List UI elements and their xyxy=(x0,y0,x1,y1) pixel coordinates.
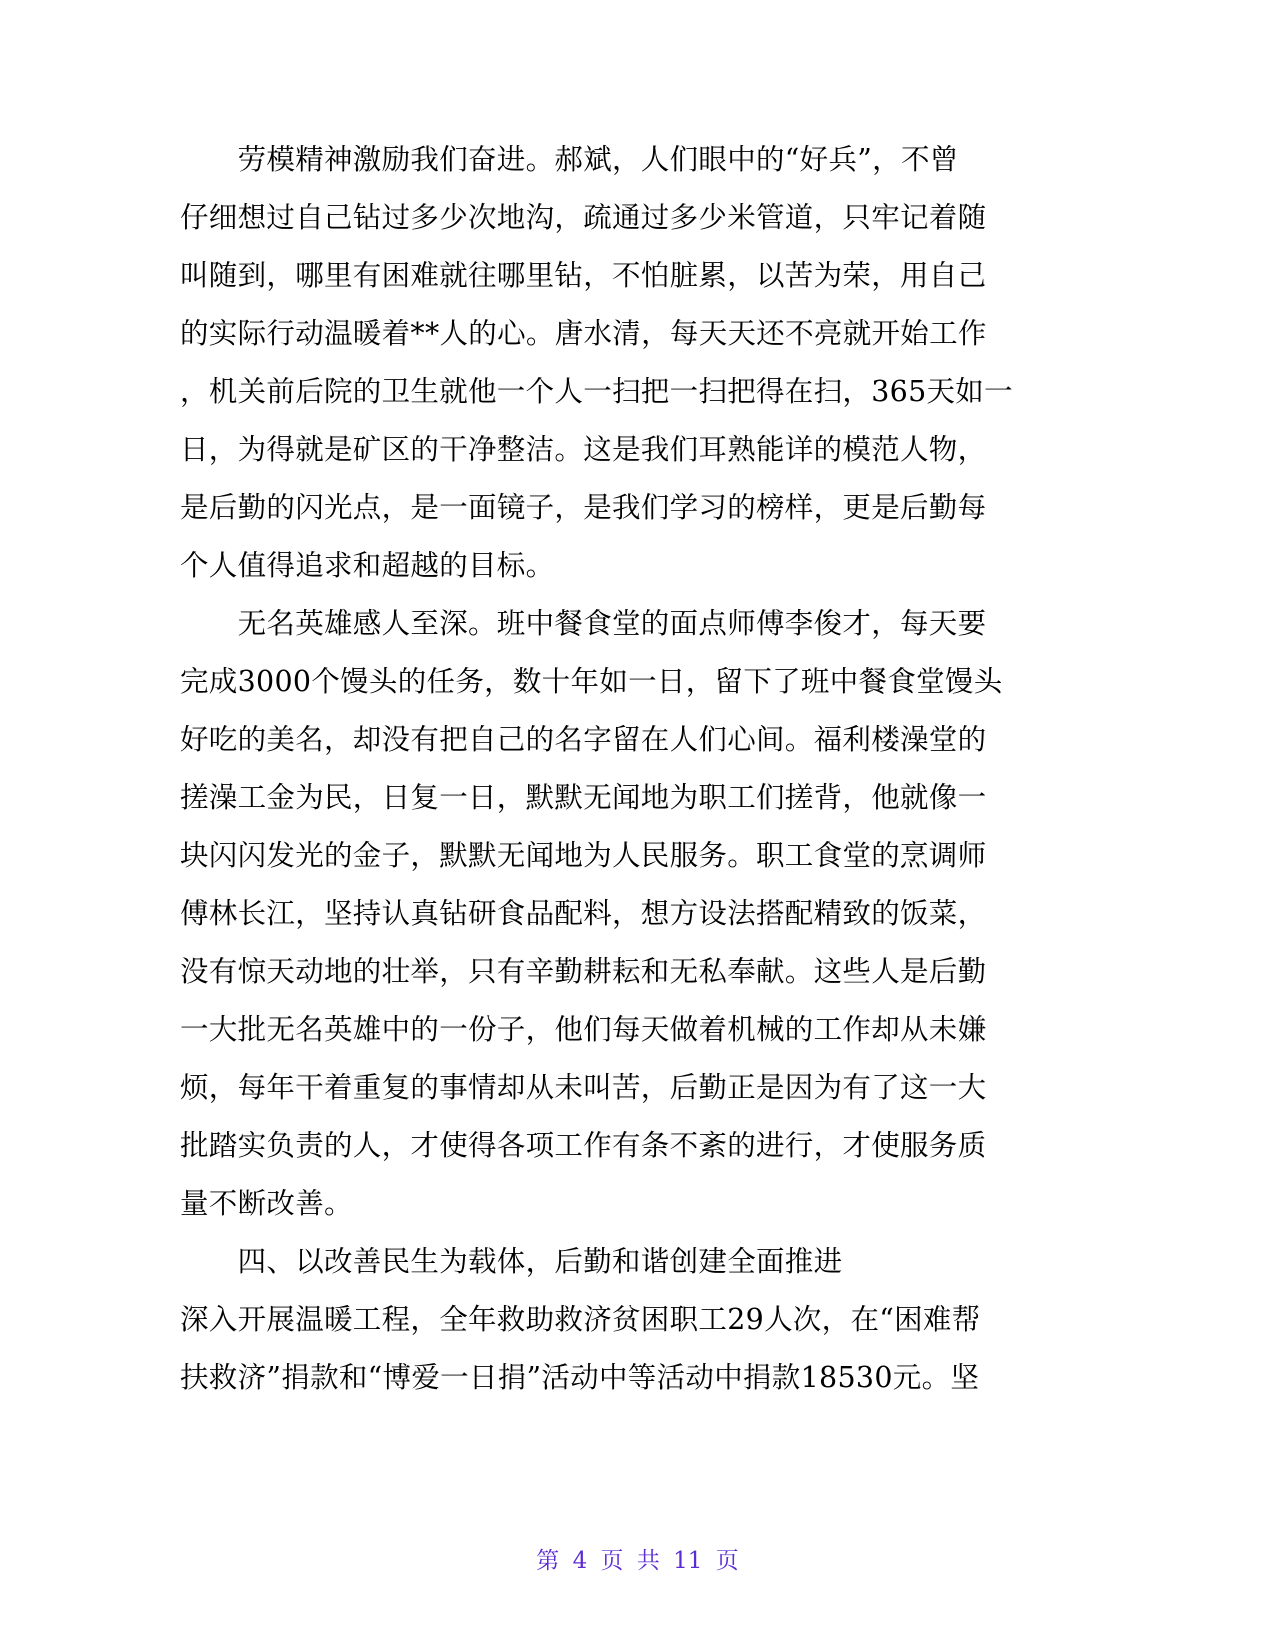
text-line: 劳模精神激励我们奋进。郝斌，人们眼中的“好兵”，不曾 xyxy=(180,143,959,176)
text-line: 块闪闪发光的金子，默默无闻地为人民服务。职工食堂的烹调师 xyxy=(180,839,987,872)
text-line: 傅林长江，坚持认真钻研食品配料，想方设法搭配精致的饭菜， xyxy=(180,897,987,930)
page-number-footer: 第 4 页 共 11 页 xyxy=(536,1548,739,1574)
text-line: 烦，每年干着重复的事情却从未叫苦，后勤正是因为有了这一大 xyxy=(180,1071,987,1104)
text-line: 深入开展温暖工程，全年救助救济贫困职工29人次，在“困难帮 xyxy=(180,1303,981,1336)
text-line: 没有惊天动地的壮举，只有辛勤耕耘和无私奉献。这些人是后勤 xyxy=(180,955,987,988)
text-line: 完成3000个馒头的任务，数十年如一日，留下了班中餐食堂馒头 xyxy=(180,665,1003,698)
text-line: 一大批无名英雄中的一份子，他们每天做着机械的工作却从未嫌 xyxy=(180,1013,987,1046)
text-line: 日，为得就是矿区的干净整洁。这是我们耳熟能详的模范人物， xyxy=(180,433,987,466)
text-line: 个人值得追求和超越的目标。 xyxy=(180,549,555,582)
text-line: 批踏实负责的人，才使得各项工作有条不紊的进行，才使服务质 xyxy=(180,1129,987,1162)
text-line: 无名英雄感人至深。班中餐食堂的面点师傅李俊才，每天要 xyxy=(180,607,987,640)
text-line: 好吃的美名，却没有把自己的名字留在人们心间。福利楼澡堂的 xyxy=(180,723,987,756)
text-line: 量不断改善。 xyxy=(180,1187,353,1220)
section-heading: 四、以改善民生为载体，后勤和谐创建全面推进 xyxy=(180,1245,843,1278)
text-line: 是后勤的闪光点，是一面镜子，是我们学习的榜样，更是后勤每 xyxy=(180,491,987,524)
text-line: 扶救济”捐款和“博爱一日捐”活动中等活动中捐款18530元。坚 xyxy=(180,1361,980,1394)
text-line: ，机关前后院的卫生就他一个人一扫把一扫把得在扫，365天如一 xyxy=(180,375,1013,408)
text-line: 叫随到，哪里有困难就往哪里钻，不怕脏累，以苦为荣，用自己 xyxy=(180,259,987,292)
text-line: 的实际行动温暖着**人的心。唐水清，每天天还不亮就开始工作 xyxy=(180,317,987,350)
text-line: 搓澡工金为民，日复一日，默默无闻地为职工们搓背，他就像一 xyxy=(180,781,987,814)
text-line: 仔细想过自己钻过多少次地沟，疏通过多少米管道，只牢记着随 xyxy=(180,201,987,234)
